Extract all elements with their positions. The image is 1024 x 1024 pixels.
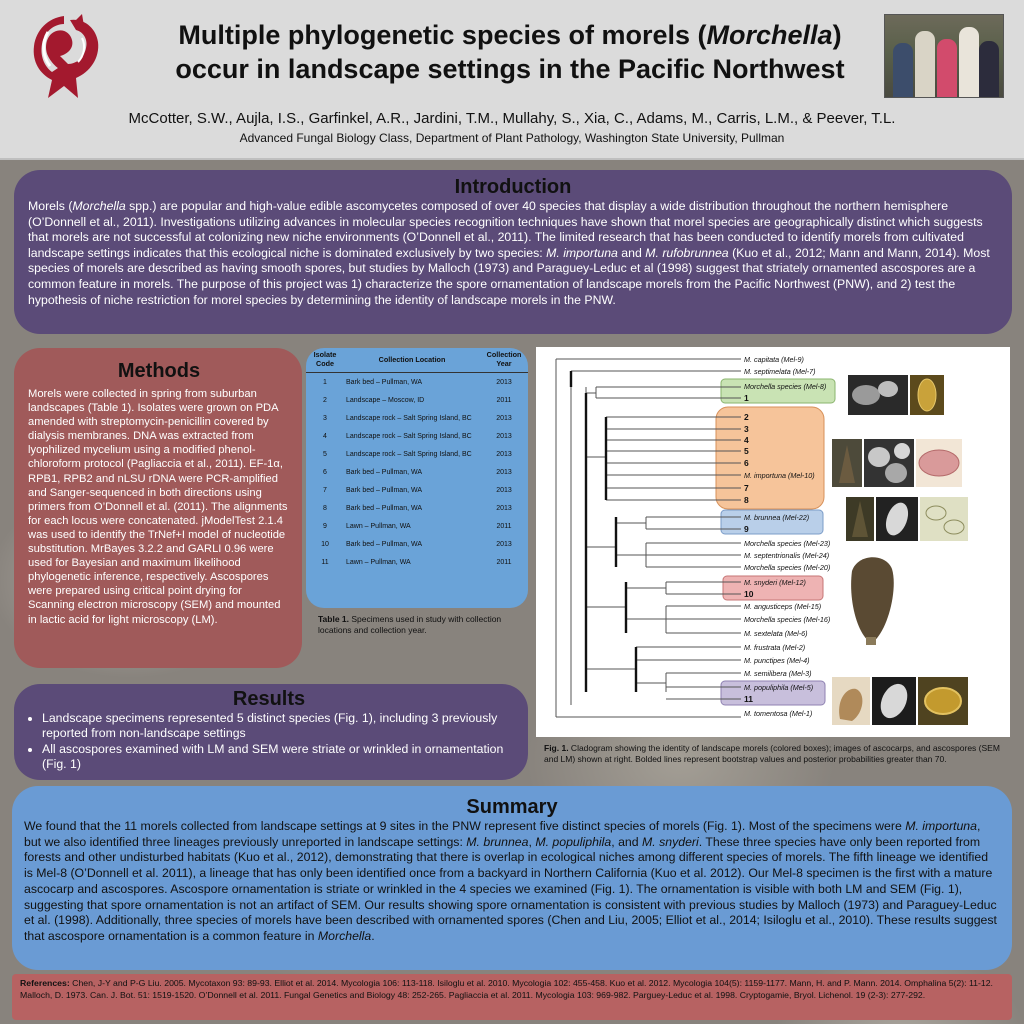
number-1: 1 [744, 393, 749, 403]
table-row [306, 409, 528, 427]
cell-year: 2011 [496, 522, 512, 530]
number-10: 10 [744, 589, 754, 599]
results-heading: Results [232, 688, 306, 710]
cell-isolate-code: 8 [323, 504, 327, 512]
label-mel8: Morchella species (Mel-8) [744, 382, 827, 391]
label-semilibera: M. semilibera (Mel-3) [744, 669, 812, 678]
summary-panel [12, 786, 1012, 970]
cell-location: Bark bed – Pullman, WA [346, 504, 422, 512]
cell-year: 2013 [496, 414, 512, 422]
micrographs-populiphila [832, 677, 968, 725]
affiliation: Advanced Fungal Biology Class, Department of Plant Pathology, Washington State University, Pullman [239, 131, 785, 145]
cell-year: 2011 [496, 396, 512, 404]
cell-isolate-code: 4 [323, 432, 327, 440]
cell-location: Landscape rock – Salt Spring Island, BC [346, 432, 472, 440]
cell-location: Bark bed – Pullman, WA [346, 378, 422, 386]
label-angusticeps: M. angusticeps (Mel-15) [744, 602, 822, 611]
micrographs-mel8 [848, 375, 944, 415]
cell-year: 2013 [496, 504, 512, 512]
box-importuna [716, 407, 824, 509]
table-1 [306, 348, 528, 608]
results-bullet-2: • All ascospores examined with LM and SEM were striate or wrinkled in ornamentation (Fig. 1) [42, 742, 516, 773]
label-populiphila: M. populiphila (Mel-5) [744, 683, 814, 692]
introduction-heading: Introduction [454, 176, 572, 198]
cell-location: Landscape rock – Salt Spring Island, BC [346, 414, 472, 422]
label-mel23: Morchella species (Mel-23) [744, 539, 831, 548]
figure-1 [536, 347, 1010, 737]
cell-isolate-code: 6 [323, 468, 327, 476]
cladogram [536, 347, 1010, 737]
table-row [306, 553, 528, 571]
methods-heading: Methods [117, 360, 201, 382]
number-3: 3 [744, 424, 749, 434]
table-header-code: Isolate Code [306, 348, 344, 373]
label-septimelata: M. septimelata (Mel-7) [744, 367, 816, 376]
cell-location: Landscape rock – Salt Spring Island, BC [346, 450, 472, 458]
table-body [306, 373, 528, 572]
wsu-cougar-logo-icon [18, 12, 112, 102]
table-row [306, 391, 528, 409]
cell-location: Lawn – Pullman, WA [346, 558, 411, 566]
cell-location: Lawn – Pullman, WA [346, 522, 411, 530]
cell-isolate-code: 11 [321, 558, 329, 566]
cell-year: 2013 [496, 468, 512, 476]
summary-text: We found that the 11 morels collected from landscape settings at 9 sites in the PNW represent five distinct species of morels (Fig. 1). Most of the specimens were M. importuna, but we also identified three lineages previously unreported in landscape settings: M. brunnea, M. populiphila, and M. snyderi. These three species have only been reported from forests and other undisturbed habitats (Kuo et al., 2012), demonstrating that there is overlap in ecological niches among different species of morels. The fifth lineage we identified is Mel-8 (O’Donnell et al. 2011), a lineage that has only been identified once from a backyard in Northern California (Kuo et al. 2012). Our Mel-8 specimen is the first with a mature ascocarp and ascospores. Ascospore ornamentation is striate or wrinkled in the 4 species we examined (Fig. 1). The ornamentation is visible with both LM and SEM (Fig. 1), suggesting that spore ornamentation is not an artifact of SEM. Our results showing spore ornamentation is consistent with previous studies by Malloch (1973) and Paraguey-Leduc et al. (1998). Additionally, three species of morels have been described with ornamented spores (Chen and Liu, 2005; Elliot et al., 2014; Isiloglu et al., 2010). These results suggest that ascospore ornamentation is a common feature in Morchella. [24, 819, 997, 943]
cell-location: Bark bed – Pullman, WA [346, 486, 422, 494]
label-tomentosa: M. tomentosa (Mel-1) [744, 709, 813, 718]
cell-year: 2013 [496, 378, 512, 386]
summary-heading: Summary [466, 796, 558, 818]
label-punctipes: M. punctipes (Mel-4) [744, 656, 810, 665]
results-panel [14, 684, 528, 780]
number-8: 8 [744, 495, 749, 505]
cell-isolate-code: 2 [323, 396, 327, 404]
cell-isolate-code: 9 [323, 522, 327, 530]
number-4: 4 [744, 435, 749, 445]
cell-isolate-code: 10 [321, 540, 329, 548]
specimen-snyderi [851, 557, 894, 645]
cell-isolate-code: 1 [323, 378, 327, 386]
table-row [306, 463, 528, 481]
number-5: 5 [744, 446, 749, 456]
poster-title: Multiple phylogenetic species of morels (Morchella) occur in landscape settings in the Pacific Northwest [175, 20, 845, 84]
cell-year: 2013 [496, 486, 512, 494]
table-header-location: Collection Location [344, 348, 480, 373]
table-row [306, 427, 528, 445]
tree-branches [556, 359, 741, 717]
cell-year: 2011 [496, 558, 512, 566]
figure-caption: Fig. 1. Cladogram showing the identity of landscape morels (colored boxes); images of ascocarps, and ascospores (SEM and LM) shown at right. Bolded lines represent bootstrap values and posterior probabilities greater than 70. [544, 743, 1000, 764]
label-sextelata: M. sextelata (Mel-6) [744, 629, 808, 638]
introduction-panel [14, 170, 1012, 334]
table-header-year: Collection Year [480, 348, 528, 373]
introduction-text: Morels (Morchella spp.) are popular and high-value edible ascomycetes composed of over 40 species that display a wide distribution throughout the northern hemisphere (O’Donnell et al., 2011). Investigations utilizing advances in molecular species recognition techniques have shown that morel species are geographically distinct which suggests that morels are not successful at colonizing new niche environments (O’Donnell et al., 2011). The limited research that has been conducted to identify morels from cultivated landscape settings indicates that this ecological niche is dominated exclusively by two species: M. importuna and M. rufobrunnea (Kuo et al., 2012; Mann and Mann, 2014). Most species of morels are described as having smooth spores, but studies by Malloch (1973) and Paraguey-Leduc et al (1998) suggest that striately ornamented ascospores are a common feature in morels. The purpose of this project was 1) characterize the spore ornamentation of landscape morels from the Pacific Northwest (PNW), and 2) test the hypothesis of niche restriction for morel species by determining the identity of landscape morels in the PNW. [28, 199, 990, 307]
number-2: 2 [744, 412, 749, 422]
cell-location: Bark bed – Pullman, WA [346, 540, 422, 548]
cell-location: Landscape – Moscow, ID [346, 396, 425, 404]
number-6: 6 [744, 458, 749, 468]
label-snyderi: M. snyderi (Mel-12) [744, 578, 806, 587]
label-capitata: M. capitata (Mel-9) [744, 355, 804, 364]
table-row [306, 499, 528, 517]
label-frustrata: M. frustrata (Mel-2) [744, 643, 806, 652]
methods-text: Morels were collected in spring from suburban landscapes (Table 1). Isolates were grown on PDA amended with streptomycin-penicillin covered by dialysis membranes. DNA was extracted from lyophilized mycelium using a modified phenol-chloroform protocol (Pagliaccia et al., 2011). EF-1α, RPB1, RPB2 and nLSU rDNA were PCR-amplified and Sanger-sequenced in both directions using primers from O’Donnell et al. (2011). The alignments for each locus were concatenated. jModelTest 2.1.4 was used to identify the TrNef+I model of nucleotide substitution. MrBayes 3.2.2 and GARLI 0.96 were used for Bayesian and maximum likelihood phylogenetic inference, respectively. Ascospores were prepared using critical point drying for Scanning electron microscopy (SEM) and mounted in lactic acid for light microscopy (LM). [28, 388, 288, 626]
number-7: 7 [744, 483, 749, 493]
cell-isolate-code: 3 [323, 414, 327, 422]
methods-panel [14, 348, 302, 668]
table-caption: Table 1. Specimens used in study with collection locations and collection year. [318, 614, 502, 635]
group-photo [884, 14, 1004, 98]
label-mel16: Morchella species (Mel-16) [744, 615, 831, 624]
cell-isolate-code: 7 [323, 486, 327, 494]
number-9: 9 [744, 524, 749, 534]
table-row [306, 535, 528, 553]
number-11: 11 [744, 694, 753, 704]
cell-year: 2013 [496, 450, 512, 458]
poster-header [0, 0, 1024, 160]
label-importuna: M. importuna (Mel-10) [744, 471, 815, 480]
cell-location: Bark bed – Pullman, WA [346, 468, 422, 476]
label-septentrionalis: M. septentrionalis (Mel-24) [744, 551, 830, 560]
table-row [306, 517, 528, 535]
cell-isolate-code: 5 [323, 450, 327, 458]
table-row [306, 373, 528, 392]
results-list [22, 711, 516, 773]
micrographs-brunnea [846, 497, 968, 541]
label-mel20: Morchella species (Mel-20) [744, 563, 831, 572]
table-row [306, 445, 528, 463]
table-row [306, 481, 528, 499]
supported-branches [571, 371, 636, 692]
references: References: Chen, J-Y and P-G Liu. 2005. Mycotaxon 93: 89-93. Elliot et al. 2014. Mycologia 106: 113-118. Isiloglu et al. 2010. Mycologia 102: 455-458. Kuo et al. 2012. Mycologia 104(5): 1159-1177. Mann, H. and P. Mann. 2014. Omphalina 5(2): 11-12. Malloch, D. 1973. Can. J. Bot. 51: 1519-1520. O’Donnell et al. 2011. Fungal Genetics and Biology 48: 252-265. Pagliaccia et al. 2011. Mycologia 103: 969-982. Parguey-Leduc et al. 1998. Cryptogamie, Bryol. Lichenol. 19 (2-3): 277-292. [12, 974, 1012, 1020]
author-list: McCotter, S.W., Aujla, I.S., Garfinkel, A.R., Jardini, T.M., Mullahy, S., Xia, C., Adams, M., Carris, L.M., & Peever, T.L. [128, 110, 896, 127]
cell-year: 2013 [496, 432, 512, 440]
cell-year: 2013 [496, 540, 512, 548]
label-brunnea: M. brunnea (Mel-22) [744, 513, 810, 522]
micrographs-importuna [832, 439, 962, 487]
results-bullet-1: • Landscape specimens represented 5 distinct species (Fig. 1), including 3 previously reported from non-landscape settings [42, 711, 516, 742]
collection-table [306, 348, 528, 571]
